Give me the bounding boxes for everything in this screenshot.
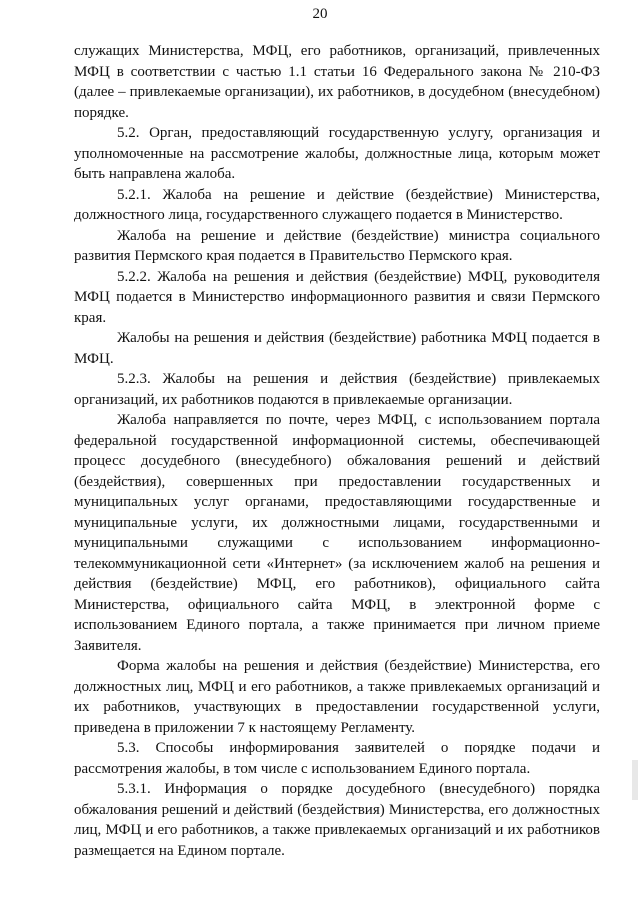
paragraph-5-2-3: 5.2.3. Жалобы на решения и действия (бездействие) привлекаемых организаций, их работников подаются в привлекаемые организации. — [74, 371, 600, 408]
paragraph-5-2-1: 5.2.1. Жалоба на решение и действие (бездействие) Министерства, должностного лица, государственного служащего подается в Министерство. — [74, 186, 600, 223]
paragraph-5-2-2: 5.2.2. Жалоба на решения и действия (бездействие) МФЦ, руководителя МФЦ подается в Министерство информационного развития и связи Пермского края. — [74, 268, 600, 326]
scan-edge-mark — [632, 760, 638, 800]
paragraph-5-3-1: 5.3.1. Информация о порядке досудебного (внесудебного) порядка обжалования решений и действий (бездействия) Министерства, его должностных лиц, МФЦ и его работников, а также привлекаемых организаций и их работников размещается на Едином портале. — [74, 781, 600, 859]
paragraph-minister-complaint: Жалоба на решение и действие (бездействие) министра социального развития Пермского края подается в Правительство Пермского края. — [74, 227, 600, 264]
paragraph-mfc-worker-complaint: Жалобы на решения и действия (бездействие) работника МФЦ подается в МФЦ. — [74, 330, 600, 367]
document-body — [74, 41, 600, 861]
paragraph-5-2: 5.2. Орган, предоставляющий государственную услугу, организация и уполномоченные на рассмотрение жалобы, должностные лица, которым может быть направлена жалоба. — [74, 125, 600, 182]
paragraph-5-3: 5.3. Способы информирования заявителей о порядке подачи и рассмотрения жалобы, в том числе с использованием Единого портала. — [74, 740, 600, 777]
paragraph-continuation: служащих Министерства, МФЦ, его работников, организаций, привлеченных МФЦ в соответствии с частью 1.1 статьи 16 Федерального закона № 210-ФЗ (далее – привлекаемые организации), их работников, в досудебном (внесудебном) порядке. — [74, 43, 600, 121]
paragraph-complaint-form: Форма жалобы на решения и действия (бездействие) Министерства, его должностных лиц, МФЦ и его работников, а также привлекаемых организаций и их работников, участвующих в предоставлении государственной услуги, приведена в приложении 7 к настоящему Регламенту. — [74, 658, 600, 736]
page-number: 20 — [312, 6, 328, 22]
paragraph-complaint-sending: Жалоба направляется по почте, через МФЦ, с использованием портала федеральной государственной информационной системы, обеспечивающей процесс досудебного (внесудебного) обжалования решений и действий (бездействия), совершенных при предоставлении государственных и муниципальных услуг органами, предоставляющими государственные и муниципальные услуги, их должностными лицами, государственными и муниципальными служащими с использованием информационно-телекоммуникационной сети «Интернет» (за исключением жалоб на решения и действия (бездействие) МФЦ, его работников), официального сайта Министерства, официального сайта МФЦ, в электронной форме с использованием Единого портала, а также принимается при личном приеме Заявителя. — [74, 412, 600, 654]
